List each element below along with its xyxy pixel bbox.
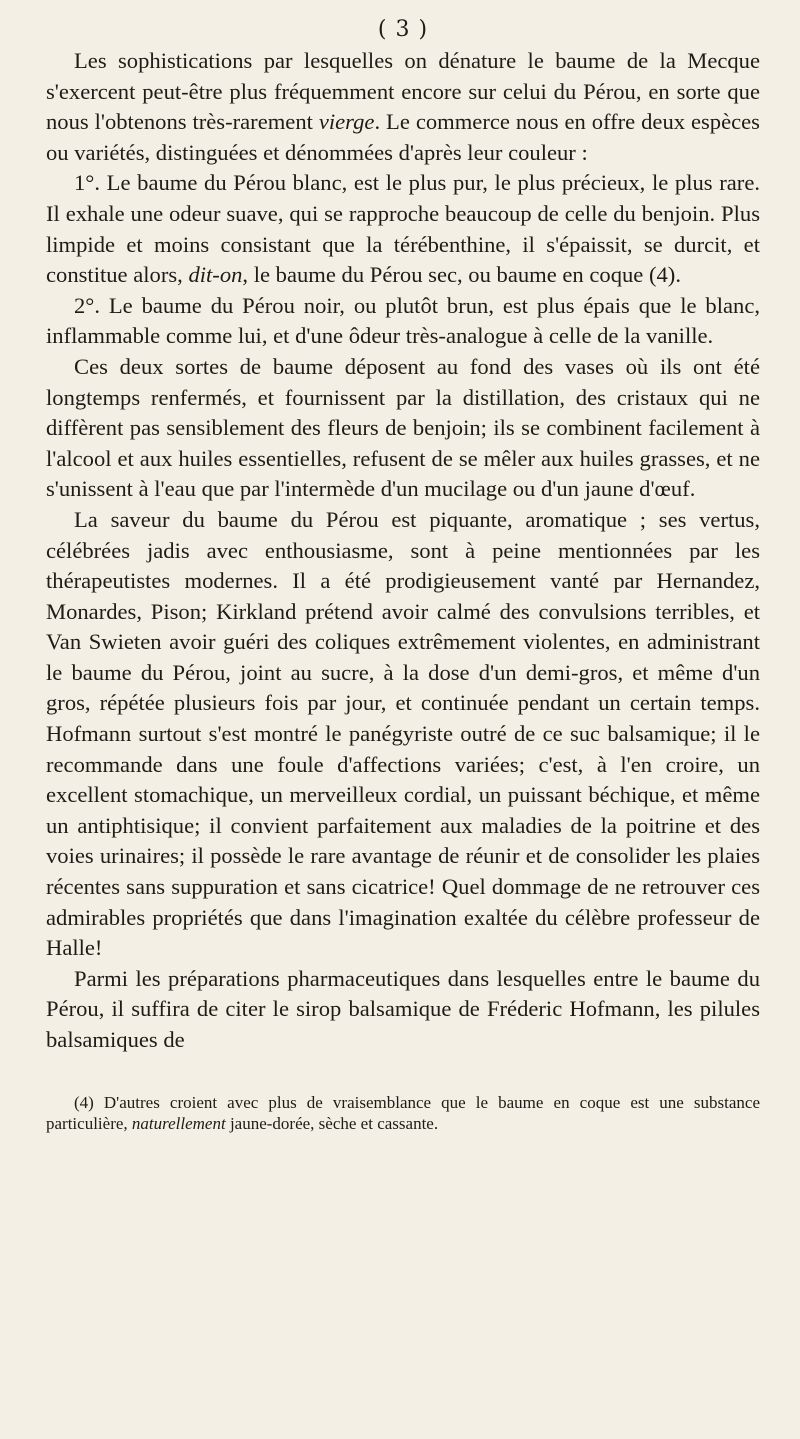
paragraph-sophistications [46, 46, 760, 168]
paragraph-baume-blanc [46, 168, 760, 290]
italic-term-dit-on: dit-on [188, 262, 243, 288]
text-run: Ces deux sortes de baume déposent au fond des vases où ils ont été longtemps renfermés, et fournissent par la distillation, des cristaux qui ne diffèrent pas sensiblement des fleurs de benjoin; ils se combinent facilement à l'alcool et aux huiles essentielles, refusent de se mêler aux huiles grasses, et ne s'unissent à l'eau que par l'intermède d'un mucilage ou d'un jaune d'œuf. [46, 353, 760, 502]
footnote [46, 1092, 760, 1134]
main-text [46, 46, 760, 1056]
book-page [46, 14, 760, 1414]
page-number: ( 3 ) [377, 17, 429, 42]
text-run: , le baume du Pérou sec, ou baume en coque (4). [242, 262, 681, 288]
text-run: La saveur du baume du Pérou est piquante, aromatique ; ses vertus, célébrées jadis avec enthousiasme, sont à peine mentionnées par les thérapeutistes modernes. Il a été prodigieusement vanté par Hernandez, Monardes, Pison; Kirkland prétend avoir calmé des convulsions terribles, et Van Swieten avoir guéri des coliques extrêmement violentes, en administrant le baume du Pérou, joint au sucre, à la dose d'un demi-gros, et même d'un gros, répétée plusieurs fois par jour, et continuée pendant un certain temps. Hofmann surtout s'est montré le panégyriste outré de ce suc balsamique; il le recommande dans une foule d'affections variées; c'est, à l'en croire, un excellent stomachique, un merveilleux cordial, un puissant béchique, et même un antiphtisique; il convient parfaitement aux maladies de la poitrine et des voies urinaires; il possède le rare avantage de réunir et de consolider les plaies récentes sans suppuration et sans cicatrice! Quel dommage de ne retrouver ces admirables propriétés que dans l'imagination exaltée du célèbre professeur de Halle! [46, 506, 760, 961]
italic-term-naturellement: naturellement [131, 1113, 226, 1133]
text-run: jaune-dorée, sèche et cassante. [225, 1113, 439, 1133]
paragraph-baume-noir [46, 291, 760, 352]
text-run: Parmi les préparations pharmaceutiques dans lesquelles entre le baume du Pérou, il suffira de citer le sirop balsamique de Fréderic Hofmann, les pilules balsamiques de [46, 965, 760, 1052]
paragraph-preparations [46, 964, 760, 1056]
paragraph-saveur-vertus [46, 505, 760, 964]
text-run: . Le commerce nous en offre deux espèces ou variétés, distinguées et dénommées d'après leur couleur : [46, 109, 760, 165]
text-run: (4) D'autres croient avec plus de vraisemblance que le baume en coque est une substance particulière, [46, 1092, 760, 1133]
paragraph-cristaux [46, 352, 760, 505]
text-run: 2°. Le baume du Pérou noir, ou plutôt brun, est plus épais que le blanc, inflammable comme lui, et d'une ôdeur très-analogue à celle de la vanille. [46, 292, 760, 349]
italic-term-vierge: vierge [318, 109, 375, 135]
text-run: 1°. Le baume du Pérou blanc, est le plus pur, le plus précieux, le plus rare. Il exhale une odeur suave, qui se rapproche beaucoup de celle du benjoin. Plus limpide et moins consistant que la térébenthine, il s'épaissit, se durcit, et constitue alors, [46, 170, 760, 288]
text-run: Les sophistications par lesquelles on dénature le baume de la Mecque s'exercent peut-être plus fréquemment encore sur celui du Pérou, en sorte que nous l'obtenons très-rarement [46, 48, 760, 135]
